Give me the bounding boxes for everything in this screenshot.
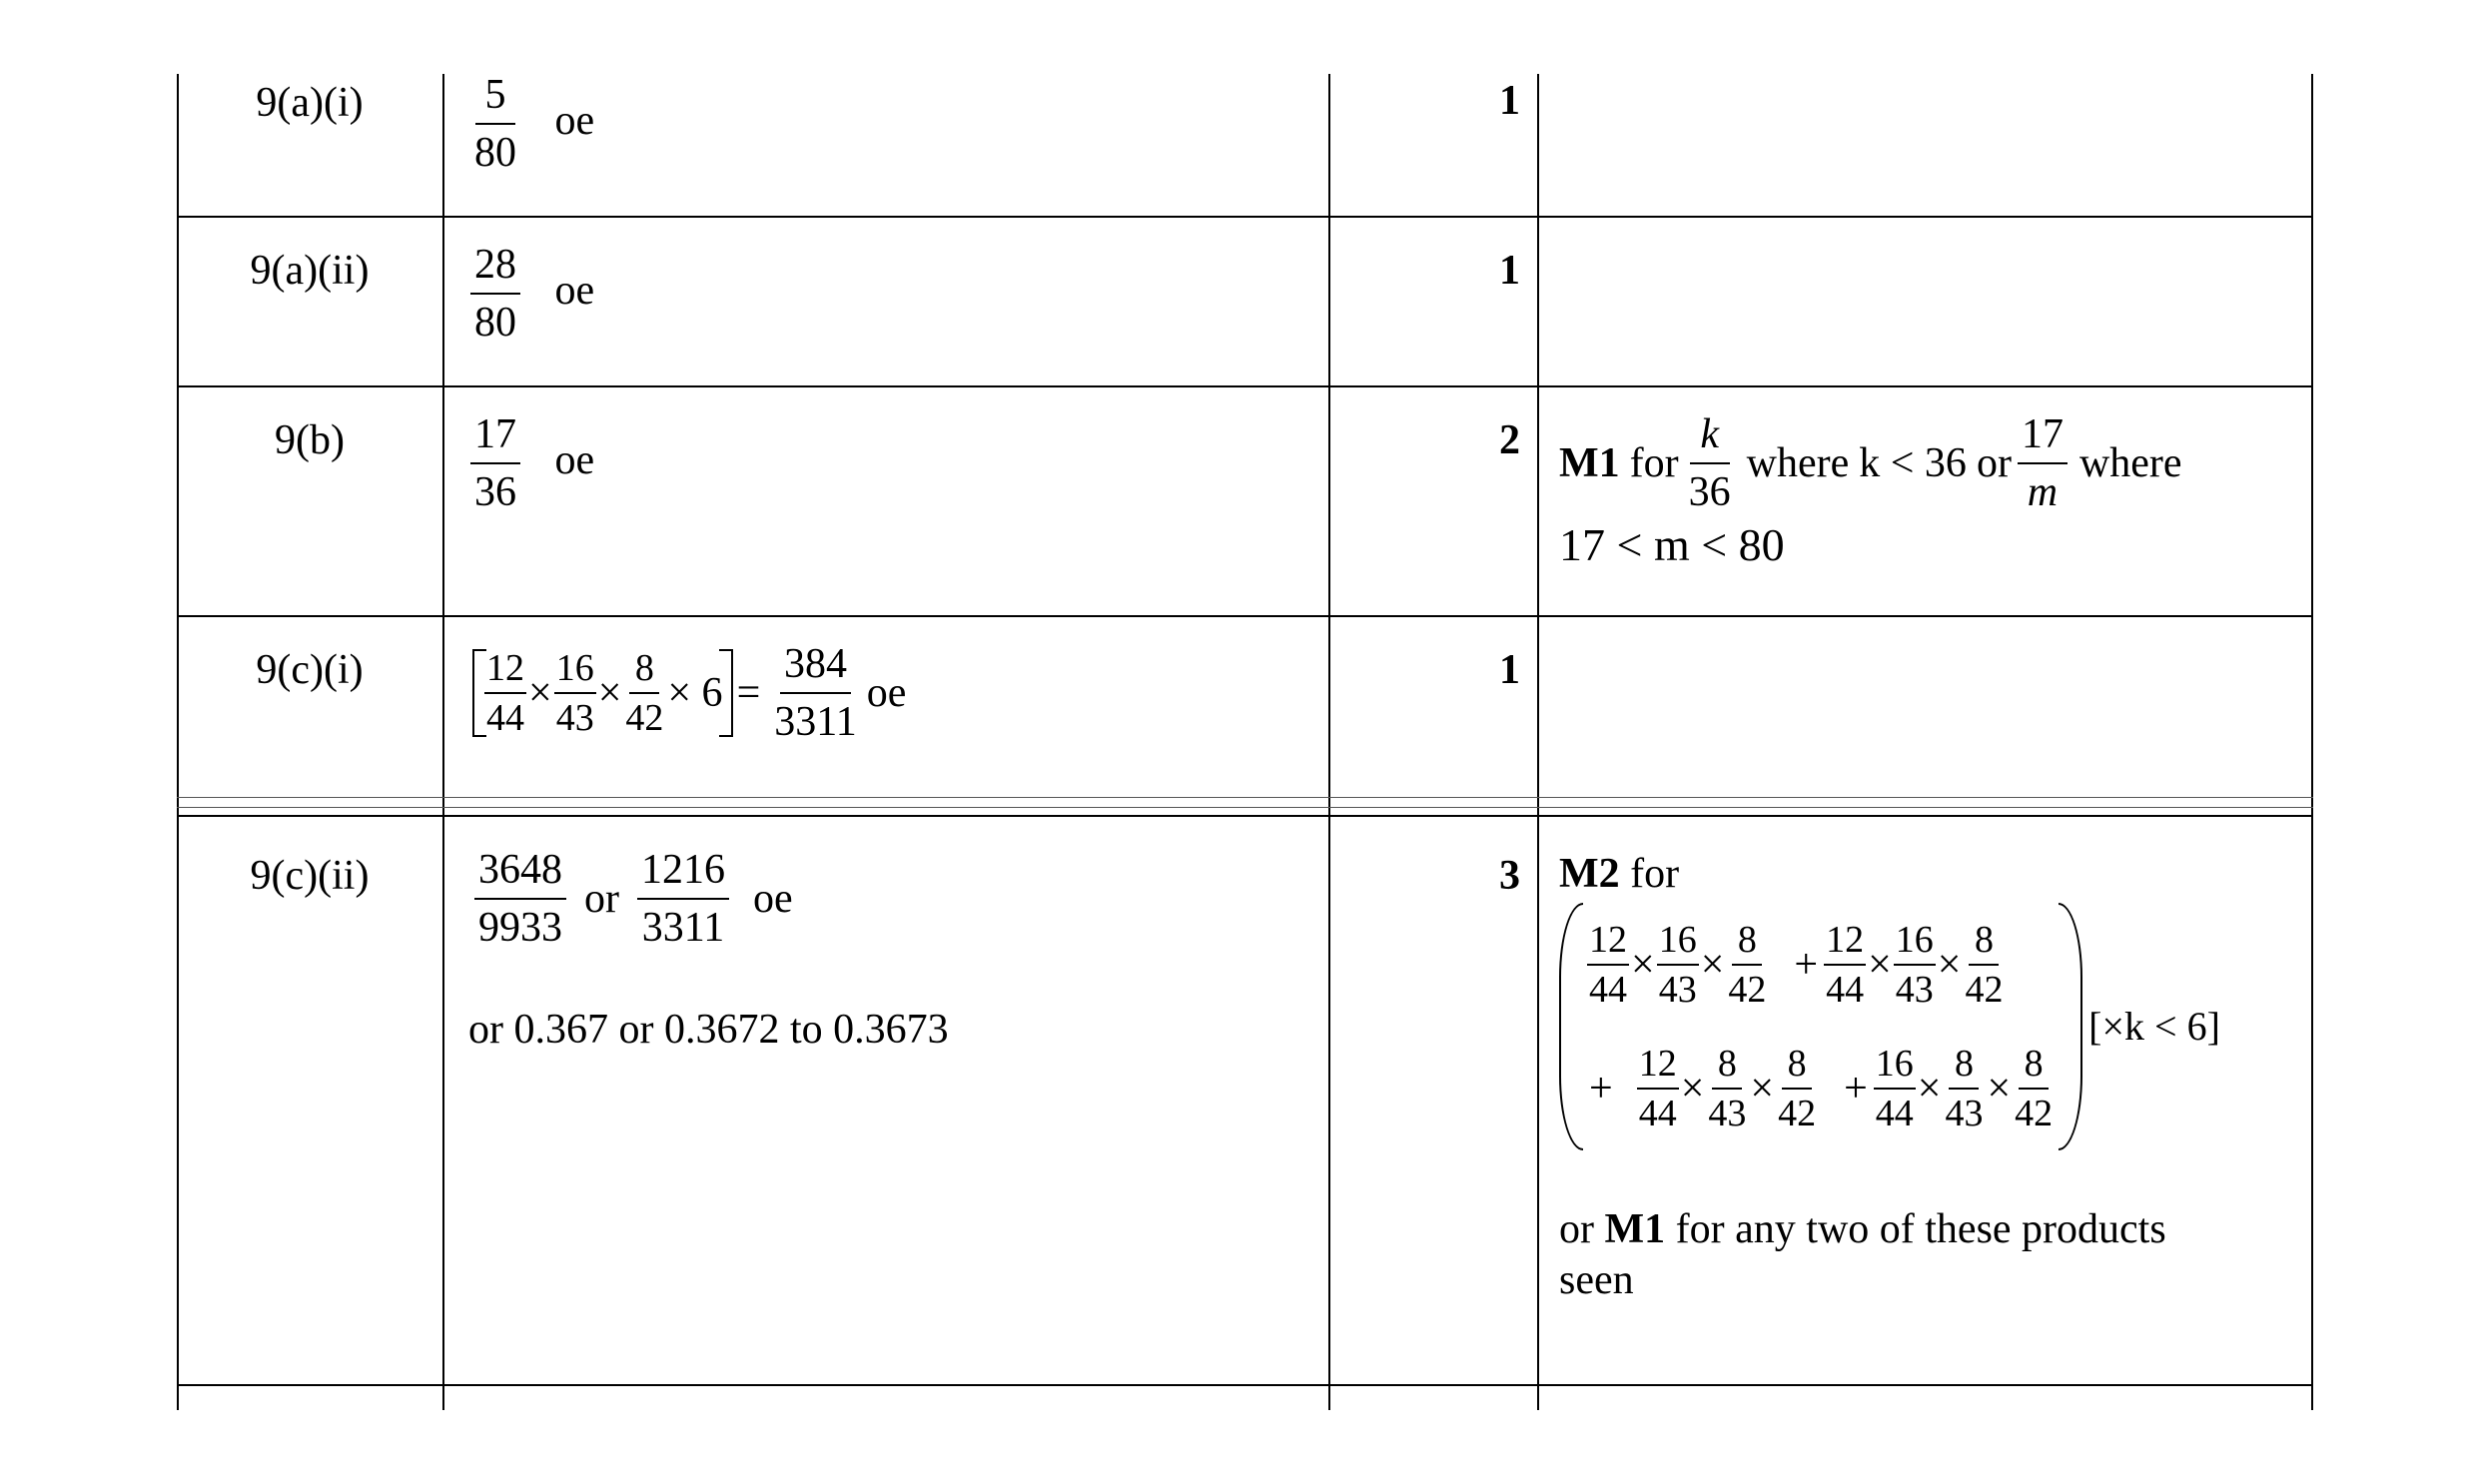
method-mark: M1 [1559, 439, 1620, 486]
answer-cell: $\frac{3648}{9933}$ or $\frac{1216}{3311}$ oe or 0.367 or 0.3672 to 0.3673 [468, 849, 949, 1055]
fraction: $\frac{3648}{9933}$ [474, 849, 566, 949]
row-divider [177, 216, 2313, 218]
oe-label: oe [753, 875, 793, 922]
answer-cell [464, 74, 594, 174]
marks: 1 [1499, 647, 1520, 693]
column-divider-1 [442, 74, 444, 1410]
row-divider [177, 807, 2313, 808]
marks: 1 [1499, 248, 1520, 294]
question-number: 9(b) [275, 417, 345, 463]
question-number: 9(a)(i) [256, 80, 364, 126]
bracket-expression: $\frac{12}{44}$ × $\frac{16}{43}$ × $\frac{8}{42}$ × 6 [472, 649, 733, 737]
fraction: $\frac{17}{m}$ [2018, 413, 2067, 513]
marks: 2 [1499, 417, 1520, 463]
question-number: 9(c)(ii) [250, 853, 370, 899]
answer-cell [464, 244, 594, 344]
fraction: $\frac{5}{80}$ [474, 72, 516, 176]
products-expression: $\frac{12}{44}$ × $\frac{16}{43}$ × $\frac{8}{42}$ + $\frac{12}{44}$ × $\frac{16}{43}$ × $\frac{8}{42}$ + $\frac{12}{44}$ × $\frac{8}{43}$ × $\frac{8}{42}$ + $\frac{16}{44}$ × $\frac{8}{43}$ × $\frac{8}{42}$ [1559, 903, 2082, 1150]
condition: 17 < m < 80 [1559, 519, 1785, 570]
answer-cell: $\frac{12}{44}$ × $\frac{16}{43}$ × $\frac{8}{42}$ × 6 = $\frac{384}{3311}$ oe [472, 643, 906, 743]
oe-label: oe [554, 97, 595, 144]
row-divider [177, 815, 2313, 817]
mark-scheme-table [177, 74, 2313, 1410]
fraction: $\frac{1216}{3311}$ [637, 849, 729, 949]
question-number: 9(a)(ii) [250, 248, 370, 294]
multiplier-note: [×k < 6] [2088, 1004, 2220, 1050]
answer-cell [464, 413, 594, 513]
marks: 1 [1499, 78, 1520, 124]
question-number: 9(c)(i) [256, 647, 364, 693]
column-divider-3 [1537, 74, 1539, 1410]
oe-label: oe [554, 267, 595, 314]
decimal-answers: or 0.367 or 0.3672 to 0.3673 [468, 1007, 949, 1053]
fraction: $\frac{384}{3311}$ [774, 641, 857, 745]
fraction: $\frac{17}{36}$ [470, 413, 520, 513]
row-divider [177, 1384, 2313, 1386]
fraction: $\frac{28}{80}$ [470, 244, 520, 344]
method-mark: M2 [1559, 851, 1620, 897]
row-divider [177, 615, 2313, 617]
oe-label: oe [554, 436, 595, 483]
guidance-cell: M1 for $\frac{k}{36}$ where k < 36 or $\frac{17}{m}$ where 17 < m < 80 [1559, 413, 2298, 572]
row-divider [177, 797, 2313, 798]
marks: 3 [1499, 853, 1520, 899]
guidance-cell: M2 for $\frac{12}{44}$ × $\frac{16}{43}$ × $\frac{8}{42}$ + $\frac{12}{44}$ × $\frac{16}{43}$ × $\frac{8}{42}$ + $\frac{12}{44}$ × $\frac{8}{43}$ × $\frac{8}{42}$ + $\frac{16}{44}$ × $\frac{8}{43}$ × $\frac{8}{42}$ [×k < 6] or M1 for any two of these products seen [1559, 849, 2318, 1305]
oe-label: oe [866, 669, 907, 716]
alternative-mark: or M1 for any two of these products seen [1559, 1206, 2166, 1303]
fraction: $\frac{k}{36}$ [1688, 411, 1731, 515]
row-divider [177, 385, 2313, 387]
